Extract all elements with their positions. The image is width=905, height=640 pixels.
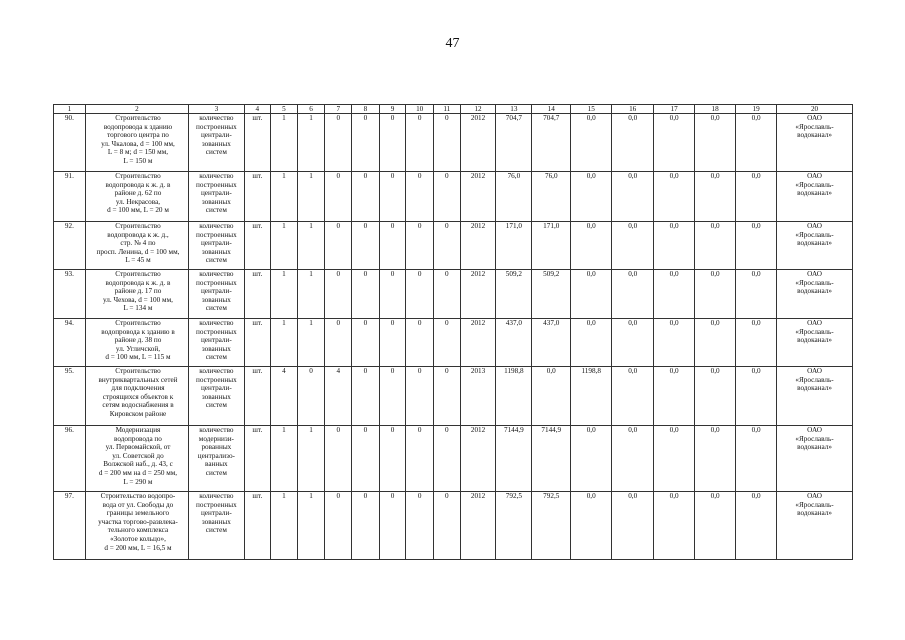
column-number-cell: 13 (496, 105, 532, 114)
year-cell: 2012 (460, 172, 496, 222)
amount-cell: 437,0 (496, 319, 532, 367)
unit-cell: шт. (244, 492, 271, 560)
amount-cell: 0,0 (612, 319, 654, 367)
value-cell: 0 (379, 270, 406, 319)
description-cell: Строительство внутриквартальных сетей для подключения строящихся объектов к сетям водоснабжения в Кировском районе (85, 367, 188, 426)
column-number-cell: 16 (612, 105, 654, 114)
amount-cell: 0,0 (654, 172, 695, 222)
value-cell: 0 (406, 270, 434, 319)
value-cell: 0 (406, 492, 434, 560)
value-cell: 0 (406, 367, 434, 426)
description-cell: Строительство водопровода к зданию в районе д. 38 по ул. Угличской, d = 100 мм, L = 115 м (85, 319, 188, 367)
column-number-cell: 15 (571, 105, 612, 114)
value-cell: 1 (297, 222, 325, 270)
value-cell: 1 (297, 492, 325, 560)
year-cell: 2012 (460, 492, 496, 560)
indicator-cell: количество построенных централи- зованных систем (189, 492, 244, 560)
row-number-cell: 93. (54, 270, 86, 319)
value-cell: 1 (271, 426, 298, 492)
value-cell: 0 (352, 270, 380, 319)
indicator-cell: количество построенных централи- зованных систем (189, 172, 244, 222)
value-cell: 0 (379, 492, 406, 560)
value-cell: 0 (352, 172, 380, 222)
value-cell: 1 (297, 114, 325, 172)
amount-cell: 0,0 (571, 319, 612, 367)
table-row (54, 270, 853, 319)
amount-cell: 0,0 (736, 426, 777, 492)
amount-cell: 0,0 (571, 114, 612, 172)
table-row (54, 222, 853, 270)
column-number-cell: 14 (532, 105, 571, 114)
value-cell: 1 (271, 172, 298, 222)
value-cell: 1 (297, 270, 325, 319)
column-number-cell: 12 (460, 105, 496, 114)
amount-cell: 0,0 (654, 222, 695, 270)
amount-cell: 509,2 (532, 270, 571, 319)
amount-cell: 792,5 (532, 492, 571, 560)
column-number-cell: 8 (352, 105, 380, 114)
amount-cell: 0,0 (654, 270, 695, 319)
row-number-cell: 96. (54, 426, 86, 492)
value-cell: 0 (433, 492, 460, 560)
amount-cell: 0,0 (736, 270, 777, 319)
amount-cell: 0,0 (736, 319, 777, 367)
column-number-cell: 10 (406, 105, 434, 114)
value-cell: 0 (433, 270, 460, 319)
amount-cell: 0,0 (736, 114, 777, 172)
amount-cell: 0,0 (736, 492, 777, 560)
row-number-cell: 92. (54, 222, 86, 270)
column-number-cell: 1 (54, 105, 86, 114)
amount-cell: 7144,9 (496, 426, 532, 492)
column-number-cell: 11 (433, 105, 460, 114)
value-cell: 0 (325, 222, 352, 270)
year-cell: 2012 (460, 270, 496, 319)
unit-cell: шт. (244, 426, 271, 492)
amount-cell: 0,0 (571, 426, 612, 492)
executor-cell: ОАО «Ярославль- водоканал» (777, 367, 853, 426)
amount-cell: 0,0 (736, 367, 777, 426)
amount-cell: 0,0 (695, 114, 736, 172)
value-cell: 0 (406, 319, 434, 367)
value-cell: 1 (271, 222, 298, 270)
amount-cell: 0,0 (571, 270, 612, 319)
program-table (53, 104, 853, 560)
amount-cell: 7144,9 (532, 426, 571, 492)
amount-cell: 0,0 (736, 222, 777, 270)
value-cell: 0 (379, 222, 406, 270)
value-cell: 1 (297, 172, 325, 222)
description-cell: Строительство водопровода к ж. д., стр. № 4 по просп. Ленина, d = 100 мм, L = 45 м (85, 222, 188, 270)
unit-cell: шт. (244, 114, 271, 172)
value-cell: 1 (297, 319, 325, 367)
table-row (54, 319, 853, 367)
executor-cell: ОАО «Ярославль- водоканал» (777, 222, 853, 270)
value-cell: 0 (352, 222, 380, 270)
amount-cell: 0,0 (612, 492, 654, 560)
value-cell: 0 (297, 367, 325, 426)
indicator-cell: количество построенных централи- зованных систем (189, 319, 244, 367)
executor-cell: ОАО «Ярославль- водоканал» (777, 270, 853, 319)
row-number-cell: 95. (54, 367, 86, 426)
description-cell: Строительство водопровода к зданию торгового центра по ул. Чкалова, d = 100 мм, L = 8 м; d = 150 мм, L = 150 м (85, 114, 188, 172)
value-cell: 1 (271, 319, 298, 367)
value-cell: 0 (379, 426, 406, 492)
amount-cell: 0,0 (695, 492, 736, 560)
executor-cell: ОАО «Ярославль- водоканал» (777, 319, 853, 367)
indicator-cell: количество построенных централи- зованных систем (189, 222, 244, 270)
table-row (54, 492, 853, 560)
unit-cell: шт. (244, 222, 271, 270)
amount-cell: 0,0 (612, 172, 654, 222)
amount-cell: 0,0 (654, 492, 695, 560)
executor-cell: ОАО «Ярославль- водоканал» (777, 492, 853, 560)
executor-cell: ОАО «Ярославль- водоканал» (777, 426, 853, 492)
column-number-cell: 5 (271, 105, 298, 114)
value-cell: 0 (352, 319, 380, 367)
amount-cell: 0,0 (654, 114, 695, 172)
amount-cell: 792,5 (496, 492, 532, 560)
table-row (54, 367, 853, 426)
unit-cell: шт. (244, 367, 271, 426)
amount-cell: 171,0 (532, 222, 571, 270)
amount-cell: 0,0 (612, 222, 654, 270)
amount-cell: 1198,8 (496, 367, 532, 426)
amount-cell: 509,2 (496, 270, 532, 319)
table-body (54, 105, 853, 560)
amount-cell: 0,0 (612, 426, 654, 492)
amount-cell: 0,0 (571, 492, 612, 560)
amount-cell: 76,0 (496, 172, 532, 222)
column-number-cell: 19 (736, 105, 777, 114)
amount-cell: 0,0 (571, 172, 612, 222)
table-row (54, 114, 853, 172)
executor-cell: ОАО «Ярославль- водоканал» (777, 172, 853, 222)
year-cell: 2012 (460, 426, 496, 492)
value-cell: 0 (433, 114, 460, 172)
amount-cell: 0,0 (736, 172, 777, 222)
row-number-cell: 94. (54, 319, 86, 367)
column-number-cell: 4 (244, 105, 271, 114)
value-cell: 4 (325, 367, 352, 426)
row-number-cell: 91. (54, 172, 86, 222)
column-number-cell: 20 (777, 105, 853, 114)
amount-cell: 1198,8 (571, 367, 612, 426)
value-cell: 0 (379, 367, 406, 426)
value-cell: 1 (297, 426, 325, 492)
column-number-cell: 2 (85, 105, 188, 114)
year-cell: 2013 (460, 367, 496, 426)
amount-cell: 0,0 (695, 367, 736, 426)
value-cell: 4 (271, 367, 298, 426)
amount-cell: 0,0 (612, 367, 654, 426)
unit-cell: шт. (244, 270, 271, 319)
value-cell: 0 (325, 172, 352, 222)
amount-cell: 0,0 (612, 114, 654, 172)
year-cell: 2012 (460, 114, 496, 172)
description-cell: Строительство водопровода к ж. д. в районе д. 17 по ул. Чехова, d = 100 мм, L = 134 м (85, 270, 188, 319)
amount-cell: 0,0 (612, 270, 654, 319)
year-cell: 2012 (460, 319, 496, 367)
value-cell: 0 (379, 114, 406, 172)
amount-cell: 0,0 (695, 426, 736, 492)
value-cell: 1 (271, 270, 298, 319)
value-cell: 0 (352, 426, 380, 492)
description-cell: Модернизация водопровода по ул. Первомайской, от ул. Советской до Волжской наб., д. 43, с d = 200 мм на d = 250 мм, L = 290 м (85, 426, 188, 492)
value-cell: 0 (406, 172, 434, 222)
amount-cell: 437,0 (532, 319, 571, 367)
value-cell: 0 (325, 426, 352, 492)
value-cell: 0 (352, 492, 380, 560)
column-number-cell: 9 (379, 105, 406, 114)
value-cell: 0 (325, 319, 352, 367)
amount-cell: 704,7 (532, 114, 571, 172)
value-cell: 0 (433, 426, 460, 492)
executor-cell: ОАО «Ярославль- водоканал» (777, 114, 853, 172)
column-number-cell: 6 (297, 105, 325, 114)
column-number-row (54, 105, 853, 114)
value-cell: 0 (406, 114, 434, 172)
table-row (54, 172, 853, 222)
column-number-cell: 7 (325, 105, 352, 114)
value-cell: 0 (406, 222, 434, 270)
value-cell: 0 (433, 319, 460, 367)
indicator-cell: количество построенных централи- зованных систем (189, 114, 244, 172)
indicator-cell: количество построенных централи- зованных систем (189, 270, 244, 319)
column-number-cell: 18 (695, 105, 736, 114)
value-cell: 0 (325, 270, 352, 319)
amount-cell: 0,0 (654, 426, 695, 492)
value-cell: 0 (352, 114, 380, 172)
value-cell: 0 (325, 114, 352, 172)
year-cell: 2012 (460, 222, 496, 270)
amount-cell: 0,0 (695, 172, 736, 222)
amount-cell: 0,0 (695, 270, 736, 319)
amount-cell: 76,0 (532, 172, 571, 222)
indicator-cell: количество построенных централи- зованных систем (189, 367, 244, 426)
row-number-cell: 90. (54, 114, 86, 172)
value-cell: 0 (433, 172, 460, 222)
amount-cell: 0,0 (654, 319, 695, 367)
amount-cell: 0,0 (654, 367, 695, 426)
value-cell: 1 (271, 114, 298, 172)
unit-cell: шт. (244, 172, 271, 222)
description-cell: Строительство водопровода к ж. д. в районе д. 62 по ул. Некрасова, d = 100 мм, L = 20 м (85, 172, 188, 222)
value-cell: 0 (406, 426, 434, 492)
row-number-cell: 97. (54, 492, 86, 560)
amount-cell: 0,0 (695, 222, 736, 270)
amount-cell: 704,7 (496, 114, 532, 172)
value-cell: 0 (433, 367, 460, 426)
unit-cell: шт. (244, 319, 271, 367)
value-cell: 0 (325, 492, 352, 560)
value-cell: 0 (379, 172, 406, 222)
page-number: 47 (445, 36, 460, 51)
indicator-cell: количество модернизи- рованных централизо- ванных систем (189, 426, 244, 492)
value-cell: 0 (379, 319, 406, 367)
column-number-cell: 17 (654, 105, 695, 114)
description-cell: Строительство водопро- вода от ул. Свободы до границы земельного участка торгово-развлека- тельного комплекса «Золотое кольцо», d = 200 мм, L = 16,5 м (85, 492, 188, 560)
table-row (54, 426, 853, 492)
amount-cell: 171,0 (496, 222, 532, 270)
amount-cell: 0,0 (532, 367, 571, 426)
value-cell: 0 (433, 222, 460, 270)
value-cell: 0 (352, 367, 380, 426)
column-number-cell: 3 (189, 105, 244, 114)
value-cell: 1 (271, 492, 298, 560)
amount-cell: 0,0 (571, 222, 612, 270)
amount-cell: 0,0 (695, 319, 736, 367)
